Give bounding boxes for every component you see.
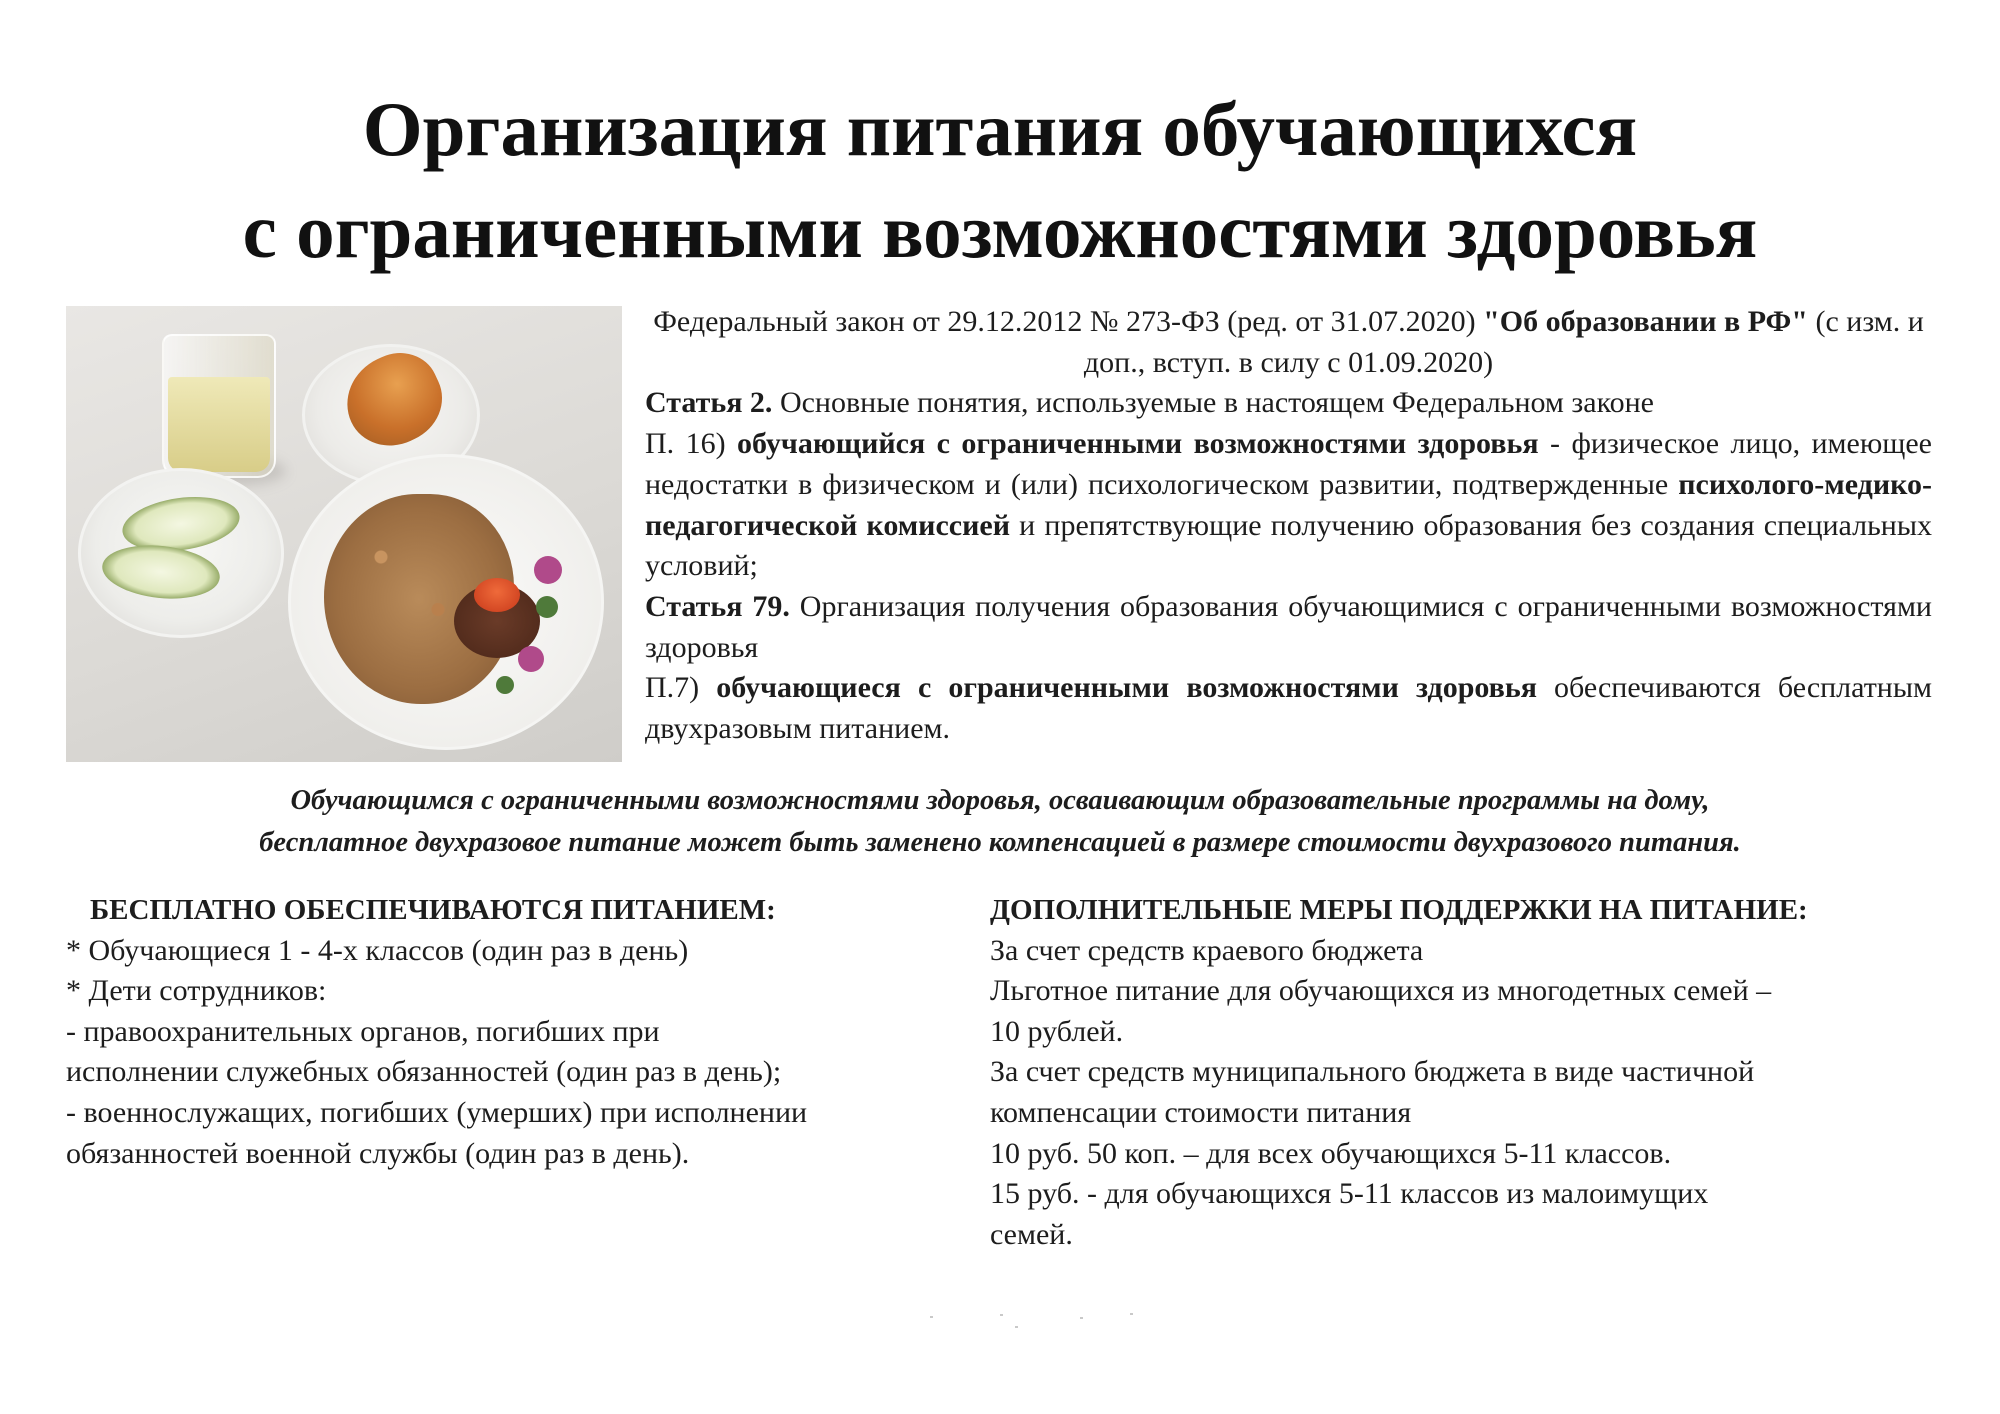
support-measures-line: семей. — [990, 1217, 1073, 1251]
free-meals-column — [66, 890, 966, 1174]
law-citation: Федеральный закон от 29.12.2012 № 273-ФЗ (ред. от 31.07.2020) "Об образовании в РФ" (с изм. и доп., вступ. в силу с 01.09.2020) — [653, 305, 1924, 379]
free-meals-heading: БЕСПЛАТНО ОБЕСПЕЧИВАЮТСЯ ПИТАНИЕМ: — [90, 894, 776, 926]
support-measures-line: 10 рублей. — [990, 1014, 1124, 1048]
law-text-block — [645, 302, 1932, 750]
free-meals-line: * Дети сотрудников: — [66, 974, 327, 1008]
plate-flower-decor — [518, 646, 544, 672]
note-line-1: Обучающимся с ограниченными возможностями здоровья, осваивающим образовательные программы на дому, — [290, 785, 1710, 816]
support-measures-line: 15 руб. - для обучающихся 5-11 классов из малоимущих — [990, 1177, 1709, 1211]
free-meals-line: - военнослужащих, погибших (умерших) при исполнении — [66, 1095, 808, 1129]
article-2: Статья 2. Основные понятия, используемые в настоящем Федеральном законе — [645, 386, 1654, 420]
support-measures-column — [990, 890, 1950, 1255]
free-meals-line: исполнении служебных обязанностей (один раз в день); — [66, 1055, 782, 1089]
page-title — [0, 78, 2000, 282]
note-line-2: бесплатное двухразовое питание может быть заменено компенсацией в размере стоимости двухразового питания. — [259, 827, 1741, 858]
plate-flower-decor — [496, 676, 514, 694]
title-line-2: с ограниченными возможностями здоровья — [242, 188, 1758, 274]
free-meals-line: обязанностей военной службы (один раз в день). — [66, 1136, 690, 1170]
free-meals-line: * Обучающиеся 1 - 4-х классов (один раз в день) — [66, 933, 689, 967]
support-measures-line: компенсации стоимости питания — [990, 1095, 1412, 1129]
support-measures-line: 10 руб. 50 коп. – для всех обучающихся 5-11 классов. — [990, 1136, 1672, 1170]
juice-glass — [162, 334, 276, 478]
article-79-point-7: П.7) обучающиеся с ограниченными возможностями здоровья обеспечиваются бесплатным двухразовым питанием. — [645, 671, 1932, 746]
support-measures-line: За счет средств краевого бюджета — [990, 933, 1424, 967]
title-line-1: Организация питания обучающихся — [362, 86, 1638, 172]
food-photo — [66, 306, 622, 762]
tomato-slice — [474, 578, 520, 612]
scan-specks — [920, 1310, 1150, 1330]
plate-flower-decor — [534, 556, 562, 584]
support-measures-line: За счет средств муниципального бюджета в виде частичной — [990, 1055, 1755, 1089]
home-education-note — [0, 780, 2000, 864]
plate-flower-decor — [536, 596, 558, 618]
support-measures-line: Льготное питание для обучающихся из многодетных семей – — [990, 974, 1772, 1008]
free-meals-line: - правоохранительных органов, погибших при — [66, 1014, 660, 1048]
article-2-point-16: П. 16) обучающийся с ограниченными возможностями здоровья - физическое лицо, имеющее недостатки в физическом и (или) психологическом развитии, подтвержденные психолого-медико-педагогической комиссией и препятствующие получению образования без создания специальных условий; — [645, 427, 1933, 583]
article-79: Статья 79. Организация получения образования обучающимися с ограниченными возможностями здоровья — [645, 589, 1932, 664]
support-measures-heading: ДОПОЛНИТЕЛЬНЫЕ МЕРЫ ПОДДЕРЖКИ НА ПИТАНИЕ: — [990, 894, 1808, 926]
